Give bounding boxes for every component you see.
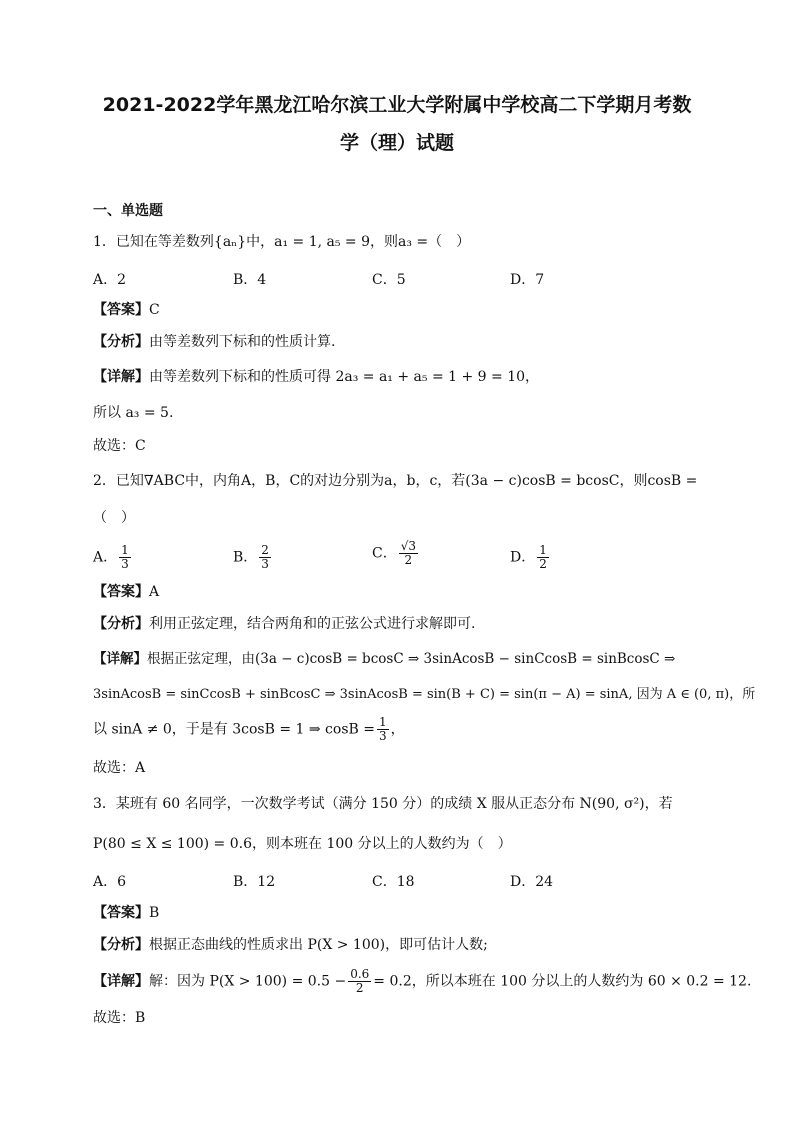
- q3-detail-b: = 0.2，所以本班在 100 分以上的人数约为 60 × 0.2 = 12.: [373, 973, 752, 990]
- q1-answer-line: [93, 300, 160, 320]
- q3-stem: 3．某班有 60 名同学，一次数学考试（满分 150 分）的成绩 X 服从正态分布 N(90, σ²)，若: [93, 796, 673, 812]
- fraction-numerator: 1: [539, 543, 547, 557]
- q2-detail-line: [93, 649, 675, 669]
- doc-title-line1: 2021-2022学年黑龙江哈尔滨工业大学附属中学校高二下学期月考数: [102, 94, 692, 116]
- q2-detail-2: 3sinAcosB = sinCcosB + sinBcosC ⇒ 3sinAcosB = sin(B + C) = sin(π − A) = sinA, 因为 A ∈ (0, π)，所: [93, 687, 756, 702]
- answer-tag: 【答案】: [93, 584, 149, 600]
- fraction-denominator: 2: [539, 557, 547, 571]
- q2-stem-2: （ ）: [93, 510, 135, 526]
- q1-stem: 1．已知在等差数列{aₙ}中，a₁ = 1, a₅ = 9，则a₃ =（ ）: [93, 234, 471, 250]
- section-heading: 一、单选题: [93, 203, 163, 219]
- q2-conclusion: 故选：A: [93, 760, 146, 776]
- fraction-numerator: 1: [121, 543, 129, 557]
- q2-option-c-label: C．: [372, 545, 397, 562]
- q3-analysis-line: [93, 935, 488, 955]
- q2-option-c-fraction: [399, 540, 418, 567]
- detail-tag: 【详解】: [93, 651, 147, 667]
- q3-detail-fraction: [348, 968, 371, 995]
- q2-analysis: 利用正弦定理，结合两角和的正弦公式进行求解即可.: [149, 616, 476, 632]
- fraction-denominator: 2: [355, 981, 364, 995]
- q1-option-b: B．4: [233, 272, 267, 288]
- q2-detail: 根据正弦定理，由(3a − c)cosB = bcosC ⇒ 3sinAcosB − sinCcosB = sinBcosC ⇒: [147, 651, 676, 667]
- q1-option-a: A．2: [93, 272, 127, 288]
- q3-analysis: 根据正态曲线的性质求出 P(X > 100)，即可估计人数;: [149, 937, 488, 953]
- q2-option-b-label: B．: [233, 549, 258, 566]
- q2-option-c: [372, 540, 420, 567]
- analysis-tag: 【分析】: [93, 937, 149, 953]
- q2-stem: 2．已知∇ABC中，内角A，B，C的对边分别为a，b，c，若(3a − c)cosB = bcosC，则cosB =: [93, 473, 698, 489]
- q1-option-d: D．7: [510, 272, 545, 288]
- q2-answer: A: [149, 584, 160, 600]
- fraction-denominator: 3: [121, 557, 129, 571]
- q3-option-d: D．24: [510, 874, 554, 890]
- q3-detail-line: [93, 968, 751, 995]
- q2-detail-3-text: 以 sinA ≠ 0，于是有 3cosB = 1 ⇒ cosB =: [93, 721, 375, 738]
- q2-detail-3-end: ，: [390, 721, 405, 738]
- q2-detail-3: [93, 716, 405, 743]
- q3-option-b: B．12: [233, 874, 276, 890]
- q2-answer-line: [93, 582, 159, 602]
- q2-option-a: [93, 544, 133, 571]
- q3-stem-2: P(80 ≤ X ≤ 100) = 0.6，则本班在 100 分以上的人数约为（ ）: [93, 836, 512, 852]
- q2-option-b: [233, 544, 273, 571]
- q2-detail-fraction: [377, 716, 389, 743]
- q1-detail: 由等差数列下标和的性质可得 2a₃ = a₁ + a₅ = 1 + 9 = 10，: [149, 369, 540, 385]
- q2-analysis-line: [93, 614, 475, 634]
- q3-option-c: C．18: [372, 874, 415, 890]
- q2-option-d-label: D．: [510, 549, 536, 566]
- detail-tag: 【详解】: [93, 369, 149, 385]
- q1-detail-line: [93, 367, 539, 387]
- q3-conclusion: 故选：B: [93, 1010, 146, 1026]
- fraction-denominator: 2: [404, 553, 413, 567]
- detail-tag: 【详解】: [93, 973, 149, 990]
- fraction-denominator: 3: [378, 729, 387, 743]
- fraction-numerator: 2: [261, 543, 269, 557]
- analysis-tag: 【分析】: [93, 616, 149, 632]
- doc-title-line2: 学（理）试题: [339, 132, 454, 154]
- q3-answer: B: [149, 905, 160, 921]
- q1-option-c: C．5: [372, 272, 406, 288]
- q1-conclusion: 故选：C: [93, 438, 146, 454]
- q1-detail-2: 所以 a₃ = 5.: [93, 405, 174, 421]
- answer-tag: 【答案】: [93, 302, 149, 318]
- q1-analysis-line: [93, 332, 335, 352]
- q2-option-d: [510, 544, 551, 571]
- fraction-denominator: 3: [261, 557, 269, 571]
- q2-option-a-fraction: [119, 544, 131, 571]
- q2-option-a-label: A．: [93, 549, 118, 566]
- q2-option-b-fraction: [259, 544, 271, 571]
- analysis-tag: 【分析】: [93, 334, 149, 350]
- q1-analysis: 由等差数列下标和的性质计算.: [149, 334, 336, 350]
- q3-option-a: A．6: [93, 874, 127, 890]
- q1-answer: C: [149, 302, 160, 318]
- fraction-numerator: 1: [378, 715, 387, 729]
- fraction-numerator: 0.6: [350, 967, 370, 981]
- q3-detail-a: 解：因为 P(X > 100) = 0.5 −: [149, 973, 347, 990]
- fraction-numerator: √3: [400, 539, 416, 553]
- q3-answer-line: [93, 903, 159, 923]
- q2-option-d-fraction: [537, 544, 549, 571]
- answer-tag: 【答案】: [93, 905, 149, 921]
